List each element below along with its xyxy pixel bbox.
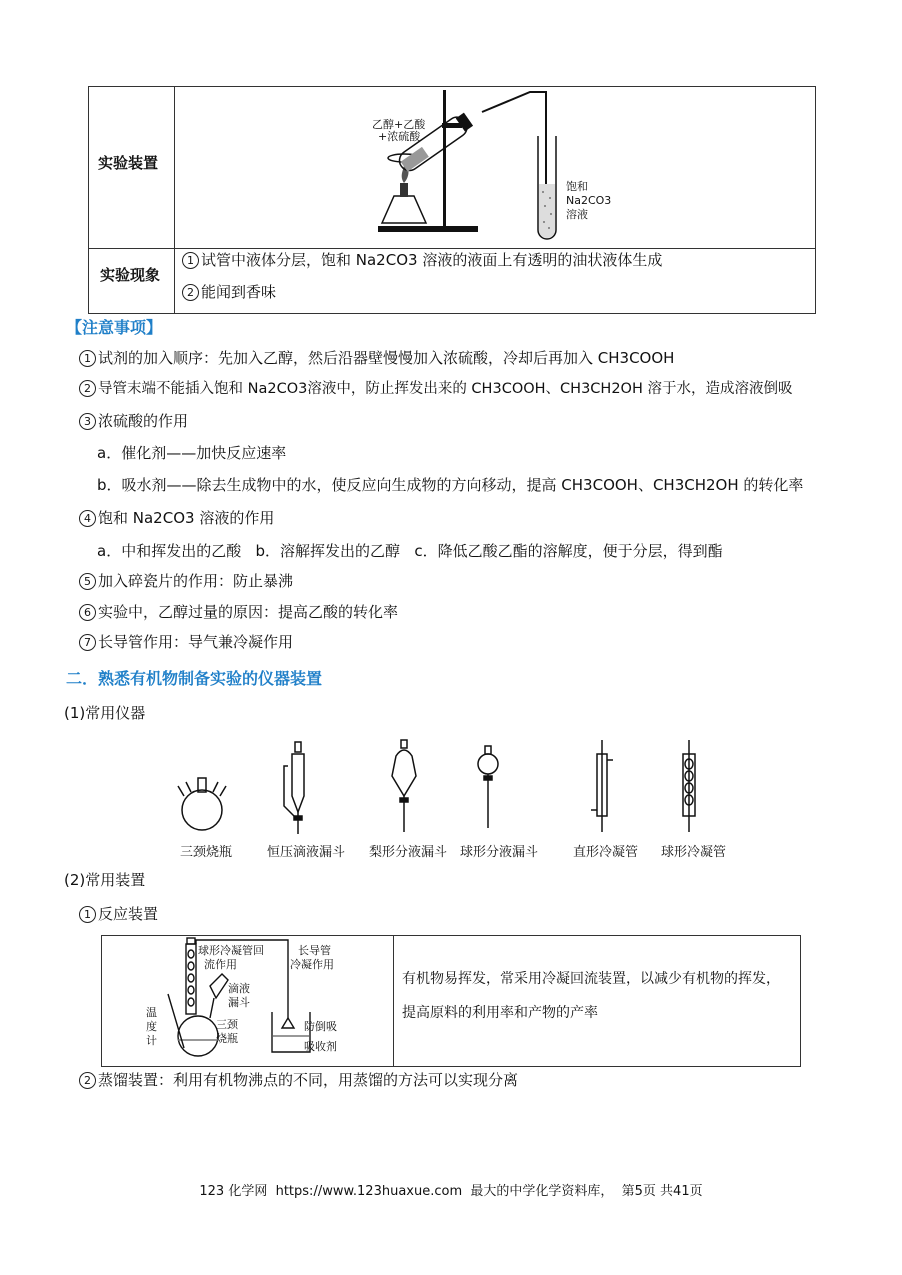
reaction-apparatus-description: 有机物易挥发，常采用冷凝回流装置，以减少有机物的挥发，提高原料的利用率和产物的产率 (402, 971, 780, 1021)
note-item-6 (79, 602, 398, 622)
reaction-apparatus-diagram (140, 936, 390, 1064)
label-long-tube-1: 长导管 (298, 944, 331, 957)
diagram-label-tube-3: 溶液 (566, 208, 588, 221)
note-item-2 (79, 379, 792, 399)
section2-heading: 二．熟悉有机物制备实验的仪器装置 (66, 669, 323, 688)
note-item-5-text: 加入碎瓷片的作用：防止暴沸 (98, 572, 294, 590)
note-item-1 (79, 348, 674, 368)
distillation-text: 蒸馏装置：利用有机物沸点的不同，用蒸馏的方法可以实现分离 (98, 1071, 519, 1089)
note-item-3a: a．催化剂——加快反应速率 (97, 444, 287, 462)
number-badge: 1 (182, 252, 199, 269)
distillation-apparatus (79, 1070, 518, 1090)
number-badge: 2 (79, 380, 96, 397)
phenomenon-2-text: 能闻到香味 (201, 283, 277, 301)
three-neck-flask-icon (178, 778, 226, 830)
label-flask-2: 烧瓶 (216, 1032, 238, 1045)
number-badge: 1 (79, 906, 96, 923)
note-item-3b: b．吸水剂——除去生成物中的水，使反应向生成物的方向移动，提高 CH3COOH、CH3CH2OH 的转化率 (97, 476, 804, 494)
number-badge: 7 (79, 634, 96, 651)
label-long-tube-2: 冷凝作用 (290, 958, 334, 971)
number-badge: 5 (79, 573, 96, 590)
label-thermo-1: 温 (146, 1006, 157, 1019)
notes-heading: 【注意事项】 (66, 318, 163, 337)
note-item-7-text: 长导管作用：导气兼冷凝作用 (98, 633, 294, 651)
number-badge: 1 (79, 350, 96, 367)
diagram-label-tube-2: Na2CO3 (566, 194, 612, 207)
row-label-apparatus: 实验装置 (98, 154, 159, 172)
bulb-condenser-icon (683, 740, 695, 832)
straight-condenser-icon (591, 740, 613, 832)
reaction-title-text: 反应装置 (98, 905, 159, 923)
number-badge: 2 (182, 284, 199, 301)
label-flask-1: 三颈 (216, 1018, 238, 1031)
label-absorbent: 吸收剂 (304, 1040, 337, 1053)
subheading-common-apparatus: (2)常用装置 (64, 871, 146, 889)
label-anti-suck: 防倒吸 (304, 1020, 337, 1033)
note-item-5 (79, 571, 293, 591)
phenomenon-1 (182, 250, 662, 270)
page-footer: 123 化学网 https://www.123huaxue.com 最大的中学化学资料库， 第5页 共41页 (199, 1184, 703, 1199)
note-item-3-text: 浓硫酸的作用 (98, 412, 189, 430)
number-badge: 4 (79, 510, 96, 527)
esterification-apparatus-diagram (360, 88, 660, 244)
table-row-divider (88, 248, 815, 249)
phenomenon-1-text: 试管中液体分层，饱和 Na2CO3 溶液的液面上有透明的油状液体生成 (201, 251, 663, 269)
note-item-1-text: 试剂的加入顺序：先加入乙醇，然后沿器壁慢慢加入浓硫酸，冷却后再加入 CH3COOH (98, 349, 675, 367)
spherical-funnel-icon (478, 746, 498, 828)
reaction-apparatus-title (79, 904, 158, 924)
instrument-label-4: 球形分液漏斗 (460, 845, 539, 860)
pressure-funnel-icon (284, 742, 304, 834)
note-item-4-text: 饱和 Na2CO3 溶液的作用 (98, 509, 275, 527)
label-thermo-2: 度 (146, 1020, 157, 1033)
row-label-phenomenon: 实验现象 (100, 266, 161, 284)
pear-funnel-icon (392, 740, 416, 832)
instrument-label-1: 三颈烧瓶 (180, 845, 233, 860)
instruments-diagram (160, 736, 740, 860)
instrument-label-5: 直形冷凝管 (573, 845, 639, 860)
table-col-divider (174, 86, 175, 313)
label-reflux-2: 流作用 (204, 958, 237, 971)
note-item-4abc: a．中和挥发出的乙酸 b．溶解挥发出的乙醇 c．降低乙酸乙酯的溶解度，便于分层，得到酯 (97, 542, 723, 560)
instrument-label-6: 球形冷凝管 (661, 845, 727, 860)
note-item-6-text: 实验中，乙醇过量的原因：提高乙酸的转化率 (98, 603, 399, 621)
instrument-label-2: 恒压滴液漏斗 (267, 845, 346, 860)
instrument-label-3: 梨形分液漏斗 (369, 845, 448, 860)
number-badge: 6 (79, 604, 96, 621)
label-reflux-1: 球形冷凝管回 (198, 944, 264, 957)
diagram-label-tube-1: 饱和 (566, 180, 588, 193)
note-item-7 (79, 632, 293, 652)
phenomenon-2 (182, 282, 276, 302)
note-item-4 (79, 508, 274, 528)
label-drip-1: 滴液 (228, 982, 250, 995)
label-drip-2: 漏斗 (228, 996, 250, 1009)
diagram-label-reagents-2: +浓硫酸 (378, 130, 421, 143)
diagram-label-reagents-1: 乙醇+乙酸 (372, 118, 426, 131)
note-item-3 (79, 411, 188, 431)
note-item-2-text: 导管末端不能插入饱和 Na2CO3溶液中，防止挥发出来的 CH3COOH、CH3CH2OH 溶于水，造成溶液倒吸 (98, 381, 793, 397)
label-thermo-3: 计 (146, 1034, 157, 1047)
number-badge: 2 (79, 1072, 96, 1089)
subheading-common-instruments: (1)常用仪器 (64, 704, 146, 722)
reaction-table-divider (393, 935, 394, 1066)
number-badge: 3 (79, 413, 96, 430)
